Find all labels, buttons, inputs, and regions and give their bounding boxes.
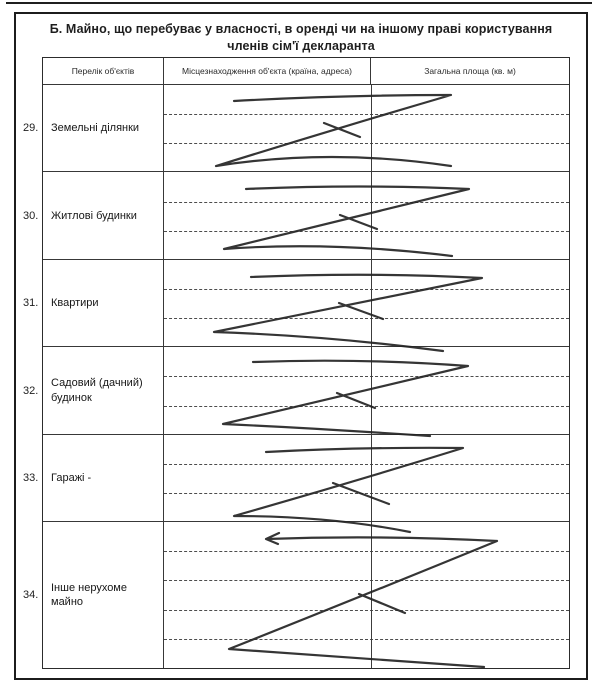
object-type-cell (43, 347, 164, 433)
table-section (23, 172, 569, 259)
sub-row-line (164, 464, 569, 465)
sub-row-line (164, 231, 569, 232)
entry-lines-area (164, 347, 569, 433)
header-cell-objects: Перелік об'єктів (43, 58, 164, 84)
sub-row-line (164, 114, 569, 115)
sub-row-line (164, 551, 569, 552)
column-divider (371, 85, 372, 171)
row-number: 31. (23, 297, 39, 310)
sub-row-line (164, 143, 569, 144)
sub-row-line (164, 376, 569, 377)
sub-row-line (164, 610, 569, 611)
object-type-cell (43, 172, 164, 258)
sub-row-line (164, 289, 569, 290)
header-cell-location: Місцезнаходження об'єкта (країна, адреса) (164, 58, 371, 84)
table-header-row (43, 58, 569, 85)
section-title (14, 21, 588, 54)
table-section (23, 260, 569, 347)
table-section (23, 522, 569, 668)
section-title-line2: членів сім'ї декларанта (227, 38, 375, 53)
column-divider (371, 435, 372, 521)
table-section (23, 347, 569, 434)
object-type-cell (43, 85, 164, 171)
row-number: 29. (23, 122, 39, 135)
column-divider (371, 260, 372, 346)
table-body (23, 85, 569, 668)
object-type-label: Земельні ділянки (51, 122, 140, 135)
sub-row-line (164, 318, 569, 319)
sub-row-line (164, 493, 569, 494)
header-cell-area: Загальна площа (кв. м) (424, 66, 516, 76)
sub-row-line (164, 580, 569, 581)
entry-lines-area (164, 172, 569, 258)
object-type-label: Житлові будинки (51, 209, 137, 222)
entry-lines-area (164, 260, 569, 346)
column-divider (371, 172, 372, 258)
column-divider (371, 522, 372, 668)
sub-row-line (164, 406, 569, 407)
entry-lines-area (164, 435, 569, 521)
object-type-cell (43, 260, 164, 346)
row-number: 30. (23, 209, 39, 222)
row-number: 33. (23, 471, 39, 484)
row-number: 34. (23, 589, 39, 602)
row-number: 32. (23, 384, 39, 397)
property-table (23, 57, 570, 669)
entry-lines-area (164, 85, 569, 171)
object-type-cell (43, 522, 164, 668)
entry-lines-area (164, 522, 569, 668)
sub-row-line (164, 639, 569, 640)
object-type-label: Інше нерухоме майно (51, 581, 127, 609)
object-type-label: Квартири (51, 296, 99, 309)
object-type-label: Садовий (дачний) будинок (51, 377, 143, 404)
table-section (23, 435, 569, 522)
sub-row-line (164, 202, 569, 203)
object-type-cell (43, 435, 164, 521)
column-divider (371, 347, 372, 433)
section-title-line1: Б. Майно, що перебуває у власності, в оренді чи на іншому праві користування (49, 22, 553, 36)
table-section (23, 85, 569, 172)
object-type-label: Гаражі - (51, 471, 92, 484)
page-top-scan-line (6, 2, 592, 4)
